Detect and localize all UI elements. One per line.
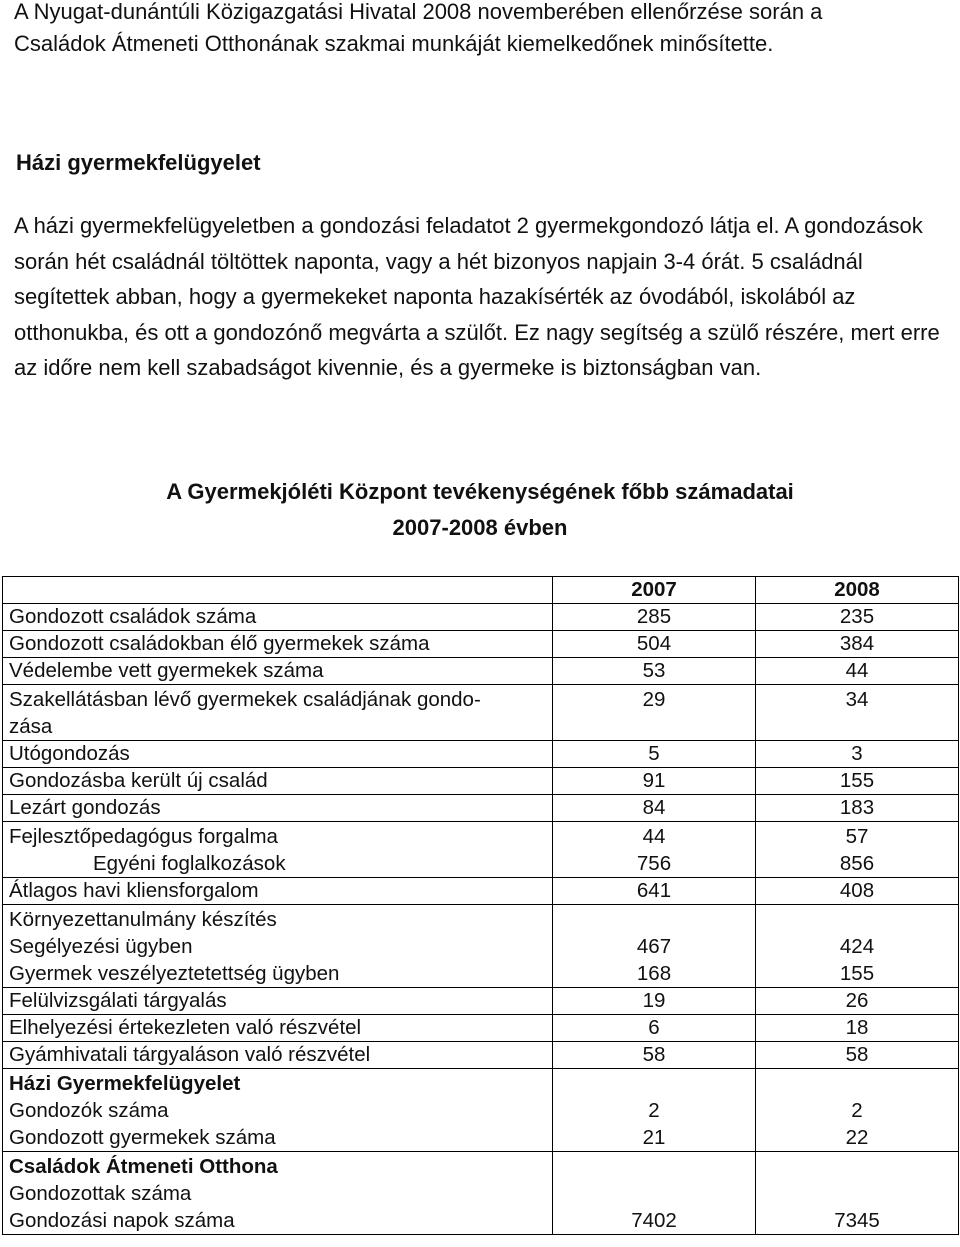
value-2007-line-1 — [559, 1070, 749, 1097]
value-2007-line-3: 21 — [642, 1126, 666, 1149]
value-2007-line-1 — [559, 906, 749, 933]
value-2008: 384 — [756, 631, 959, 658]
value-2007-line-1: 44 — [642, 825, 666, 848]
row-label: Utógondozás — [3, 741, 553, 768]
value-2007 — [553, 1152, 756, 1235]
table-row — [3, 768, 959, 795]
value-2008: 408 — [756, 878, 959, 905]
row-label-line-2: Egyéni foglalkozások — [93, 852, 286, 875]
intro-line-2: Családok Átmeneti Otthonának szakmai munkáját kiemelkedőnek minősítette. — [14, 31, 774, 56]
row-label: Átlagos havi kliensforgalom — [3, 878, 553, 905]
value-2007: 84 — [553, 795, 756, 822]
value-2007-line-2: 2 — [648, 1099, 660, 1122]
value-2007-line-1 — [559, 1153, 749, 1180]
table-row — [3, 988, 959, 1015]
row-label-line-2: Gondozottak száma — [9, 1182, 192, 1205]
row-label-line-1: Szakellátásban lévő gyermekek családjának gondo- — [9, 688, 481, 711]
value-2007-line-2: 467 — [636, 935, 672, 958]
value-2008-line-2: 2 — [851, 1099, 863, 1122]
row-label-line-1: Környezettanulmány készítés — [9, 908, 277, 931]
intro-paragraph — [14, 0, 954, 60]
row-label-line-3: Gondozási napok száma — [9, 1209, 235, 1232]
statistics-table — [2, 576, 959, 1235]
row-label: Gyámhivatali tárgyaláson való részvétel — [3, 1042, 553, 1069]
row-label: Elhelyezési értekezleten való részvétel — [3, 1015, 553, 1042]
value-2008-line-1 — [762, 906, 952, 933]
row-label: Lezárt gondozás — [3, 795, 553, 822]
value-2007-line-2: 756 — [636, 852, 672, 875]
section-body: A házi gyermekfelügyeletben a gondozási feladatot 2 gyermekgondozó látja el. A gondozások során hét családnál töltöttek naponta, vagy a hét bizonyos napjain 3-4 órát. 5 családnál segítettek abban, hogy a gyermekeket naponta hazakísérték az óvodából, iskolából az otthonukba, és ott a gondozónő megvárta a szülőt. Ez nagy segítség a szülő részére, mert erre az időre nem kell szabadságot kivennie, és a gyermeke is biztonságban van. — [14, 213, 940, 380]
row-label: Felülvizsgálati tárgyalás — [3, 988, 553, 1015]
row-label-line-3: Gyermek veszélyeztetettség ügyben — [9, 962, 340, 985]
value-2007: 5 — [553, 741, 756, 768]
intro-line-1: A Nyugat-dunántúli Közigazgatási Hivatal 2008 novemberében ellenőrzése során a — [14, 0, 823, 24]
table-row — [3, 631, 959, 658]
value-2008-line-2: 424 — [839, 935, 875, 958]
header-2008: 2008 — [756, 577, 959, 604]
value-2008: 183 — [756, 795, 959, 822]
row-label-line-2: Gondozók száma — [9, 1099, 169, 1122]
value-2008: 58 — [756, 1042, 959, 1069]
table-row — [3, 878, 959, 905]
row-label: Gondozásba került új család — [3, 768, 553, 795]
row-label — [3, 1152, 553, 1235]
value-2007 — [553, 905, 756, 988]
row-label-line-1: Fejlesztőpedagógus forgalma — [9, 825, 278, 848]
table-row — [3, 1015, 959, 1042]
table-title — [0, 474, 960, 546]
table-row — [3, 604, 959, 631]
value-2007: 19 — [553, 988, 756, 1015]
value-2007: 6 — [553, 1015, 756, 1042]
value-2007 — [553, 822, 756, 878]
table-row — [3, 1069, 959, 1152]
value-2008 — [756, 822, 959, 878]
table-row — [3, 795, 959, 822]
row-label — [3, 905, 553, 988]
value-2008: 155 — [756, 768, 959, 795]
value-2007: 58 — [553, 1042, 756, 1069]
value-2008-line-3: 155 — [839, 962, 875, 985]
value-2007-line: 29 — [642, 688, 666, 711]
value-2008 — [756, 685, 959, 741]
value-2008: 26 — [756, 988, 959, 1015]
row-label-line-2: Segélyezési ügyben — [9, 935, 193, 958]
row-label-line-3: Gondozott gyermekek száma — [9, 1126, 276, 1149]
row-label-line-1: Házi Gyermekfelügyelet — [9, 1072, 241, 1095]
section-heading: Házi gyermekfelügyelet — [16, 150, 261, 175]
value-2008-line: 34 — [845, 688, 869, 711]
row-label-line-2: zása — [9, 715, 53, 738]
value-2007-line-3: 7402 — [631, 1209, 677, 1232]
value-2008 — [756, 1069, 959, 1152]
value-2007-line-2 — [559, 1180, 749, 1207]
table-title-line-2: 2007-2008 évben — [392, 515, 568, 540]
row-label — [3, 685, 553, 741]
table-header-row — [3, 577, 959, 604]
table-row — [3, 1042, 959, 1069]
value-2008-line-2: 856 — [839, 852, 875, 875]
value-2008-line-1: 57 — [845, 825, 869, 848]
value-2008: 44 — [756, 658, 959, 685]
value-2008 — [756, 1152, 959, 1235]
table-row — [3, 741, 959, 768]
value-2007 — [553, 1069, 756, 1152]
value-2008-line-1 — [762, 1070, 952, 1097]
table-row — [3, 685, 959, 741]
value-2007: 641 — [553, 878, 756, 905]
value-2008-line-1 — [762, 1153, 952, 1180]
value-2007: 504 — [553, 631, 756, 658]
value-2007: 53 — [553, 658, 756, 685]
header-2007: 2007 — [553, 577, 756, 604]
value-2007: 91 — [553, 768, 756, 795]
table-row — [3, 822, 959, 878]
value-2007: 285 — [553, 604, 756, 631]
value-2008: 18 — [756, 1015, 959, 1042]
value-2008-line-3: 7345 — [834, 1209, 880, 1232]
row-label — [3, 822, 553, 878]
value-2008: 3 — [756, 741, 959, 768]
value-2008-line-3: 22 — [845, 1126, 869, 1149]
header-empty-cell — [3, 577, 553, 604]
table-row — [3, 658, 959, 685]
table-title-line-1: A Gyermekjóléti Központ tevékenységének főbb számadatai — [166, 479, 794, 504]
row-label: Gondozott családokban élő gyermekek száma — [3, 631, 553, 658]
value-2008-line-2 — [762, 1180, 952, 1207]
row-label: Védelembe vett gyermekek száma — [3, 658, 553, 685]
value-2008: 235 — [756, 604, 959, 631]
value-2007-line-3: 168 — [636, 962, 672, 985]
value-2007 — [553, 685, 756, 741]
row-label — [3, 1069, 553, 1152]
table-row — [3, 1152, 959, 1235]
row-label: Gondozott családok száma — [3, 604, 553, 631]
table-row — [3, 905, 959, 988]
value-2008 — [756, 905, 959, 988]
row-label-line-1: Családok Átmeneti Otthona — [9, 1155, 278, 1178]
